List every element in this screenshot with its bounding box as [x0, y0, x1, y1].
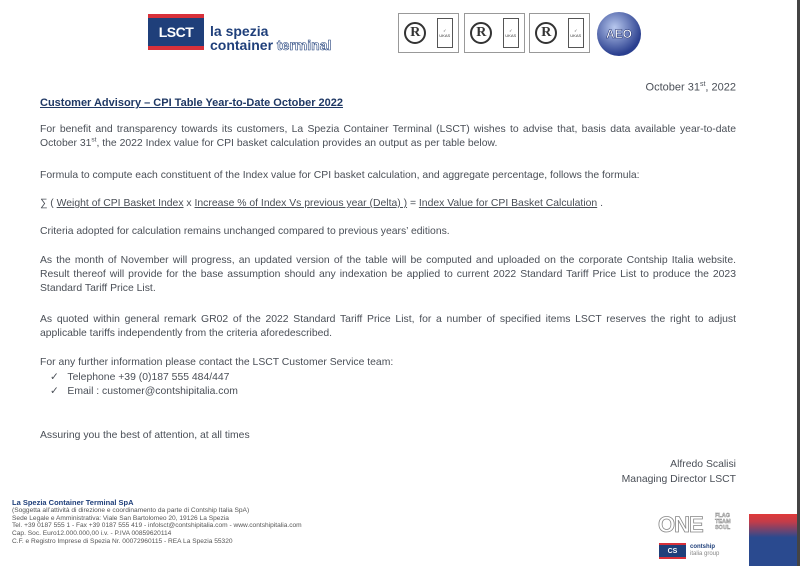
logo-line-2: container [210, 37, 274, 53]
footer-line: Sede Legale e Amministrativa: Viale San Bartolomeo 20, 19126 La Spezia [12, 514, 229, 522]
ukas-icon: ✓ UKAS [437, 18, 453, 48]
footer-company-info [12, 499, 302, 546]
lsct-logo-text [210, 24, 331, 52]
paragraph-gr02-remark: As quoted within general remark GR02 of the 2022 Standard Tariff Price List, for a number of specified items LSCT reserves the right to adjust applicable tariffs independently from the criteria aforedescribed. [40, 314, 736, 339]
signer-name: Alfredo Scalisi [670, 459, 736, 470]
footer-company-name: La Spezia Container Terminal SpA [12, 498, 134, 507]
paragraph-contact: For any further information please contact the LSCT Customer Service team: [40, 357, 394, 368]
contship-logo-text: contship italia group [690, 544, 720, 557]
letter-date: October 31st, 2022 [645, 81, 736, 94]
logo-line-1: la spezia [210, 23, 269, 39]
registered-mark-icon: R [470, 22, 492, 44]
decorative-flag-block [749, 514, 797, 566]
footer-line: (Soggetta all’attività di direzione e coordinamento da parte di Contship Italia SpA) [12, 506, 250, 514]
paragraph-intro: For benefit and transparency towards its customers, La Spezia Container Terminal (LSCT) wishes to advise that, basis data available year-to-date October 31st, the 2022 Index value for CPI basket calculation provides an output as per table below. [40, 124, 736, 149]
advisory-title: Customer Advisory – CPI Table Year-to-Date October 2022 [40, 97, 344, 109]
signature-block [622, 457, 736, 487]
footer-line: Tel. +39 0187 555 1 - Fax +39 0187 555 419 - infolsct@contshipitalia.com - www.contshipitalia.com [12, 522, 302, 530]
certification-badge [529, 13, 590, 53]
closing-line: Assuring you the best of attention, at all times [40, 430, 250, 441]
ukas-icon: ✓ UKAS [568, 18, 584, 48]
check-icon: ✓ [50, 372, 59, 383]
formula: ∑ ( Weight of CPI Basket Index x Increase % of Index Vs previous year (Delta) ) = Index Value for CPI Basket Calculation . [40, 198, 603, 209]
paragraph-formula-intro: Formula to compute each constituent of the Index value for CPI basket calculation, and aggregate percentage, follows the formula: [40, 170, 640, 181]
certification-badge [398, 13, 459, 53]
paragraph-november-update: As the month of November will progress, an updated version of the table will be computed and uploaded on the corporate Contship Italia website. Result thereof will provide for the base assumption should any indexation be applied to current 2022 Standard Tariff Price List to produce the 2023 Standard Tariff Price List. [40, 255, 736, 294]
one-flag-logo: ONE [658, 512, 703, 537]
signer-title: Managing Director LSCT [621, 474, 736, 485]
paragraph-criteria: Criteria adopted for calculation remains unchanged compared to previous years’ editions. [40, 226, 450, 237]
contact-telephone: ✓ Telephone +39 (0)187 555 484/447 [50, 372, 230, 383]
aeo-globe-logo: AEO [597, 12, 641, 56]
contact-email[interactable]: ✓ Email : customer@contshipitalia.com [50, 386, 238, 397]
registered-mark-icon: R [535, 22, 557, 44]
check-icon: ✓ [50, 386, 59, 397]
certification-badge [464, 13, 525, 53]
contship-logo: CS [659, 543, 686, 559]
lsct-logo: LSCT [148, 14, 204, 50]
footer-line: Cap. Soc. Euro12.000.000,00 i.v. - P.IVA 00859620114 [12, 530, 172, 538]
ukas-icon: ✓ UKAS [503, 18, 519, 48]
one-flag-logo-words: FLAG TEAM SOUL [715, 513, 731, 531]
footer-line: C.F. e Registro Imprese di Spezia Nr. 00072960115 - REA La Spezia 55320 [12, 537, 233, 545]
registered-mark-icon: R [404, 22, 426, 44]
logo-line-2-outline: terminal [276, 37, 332, 53]
